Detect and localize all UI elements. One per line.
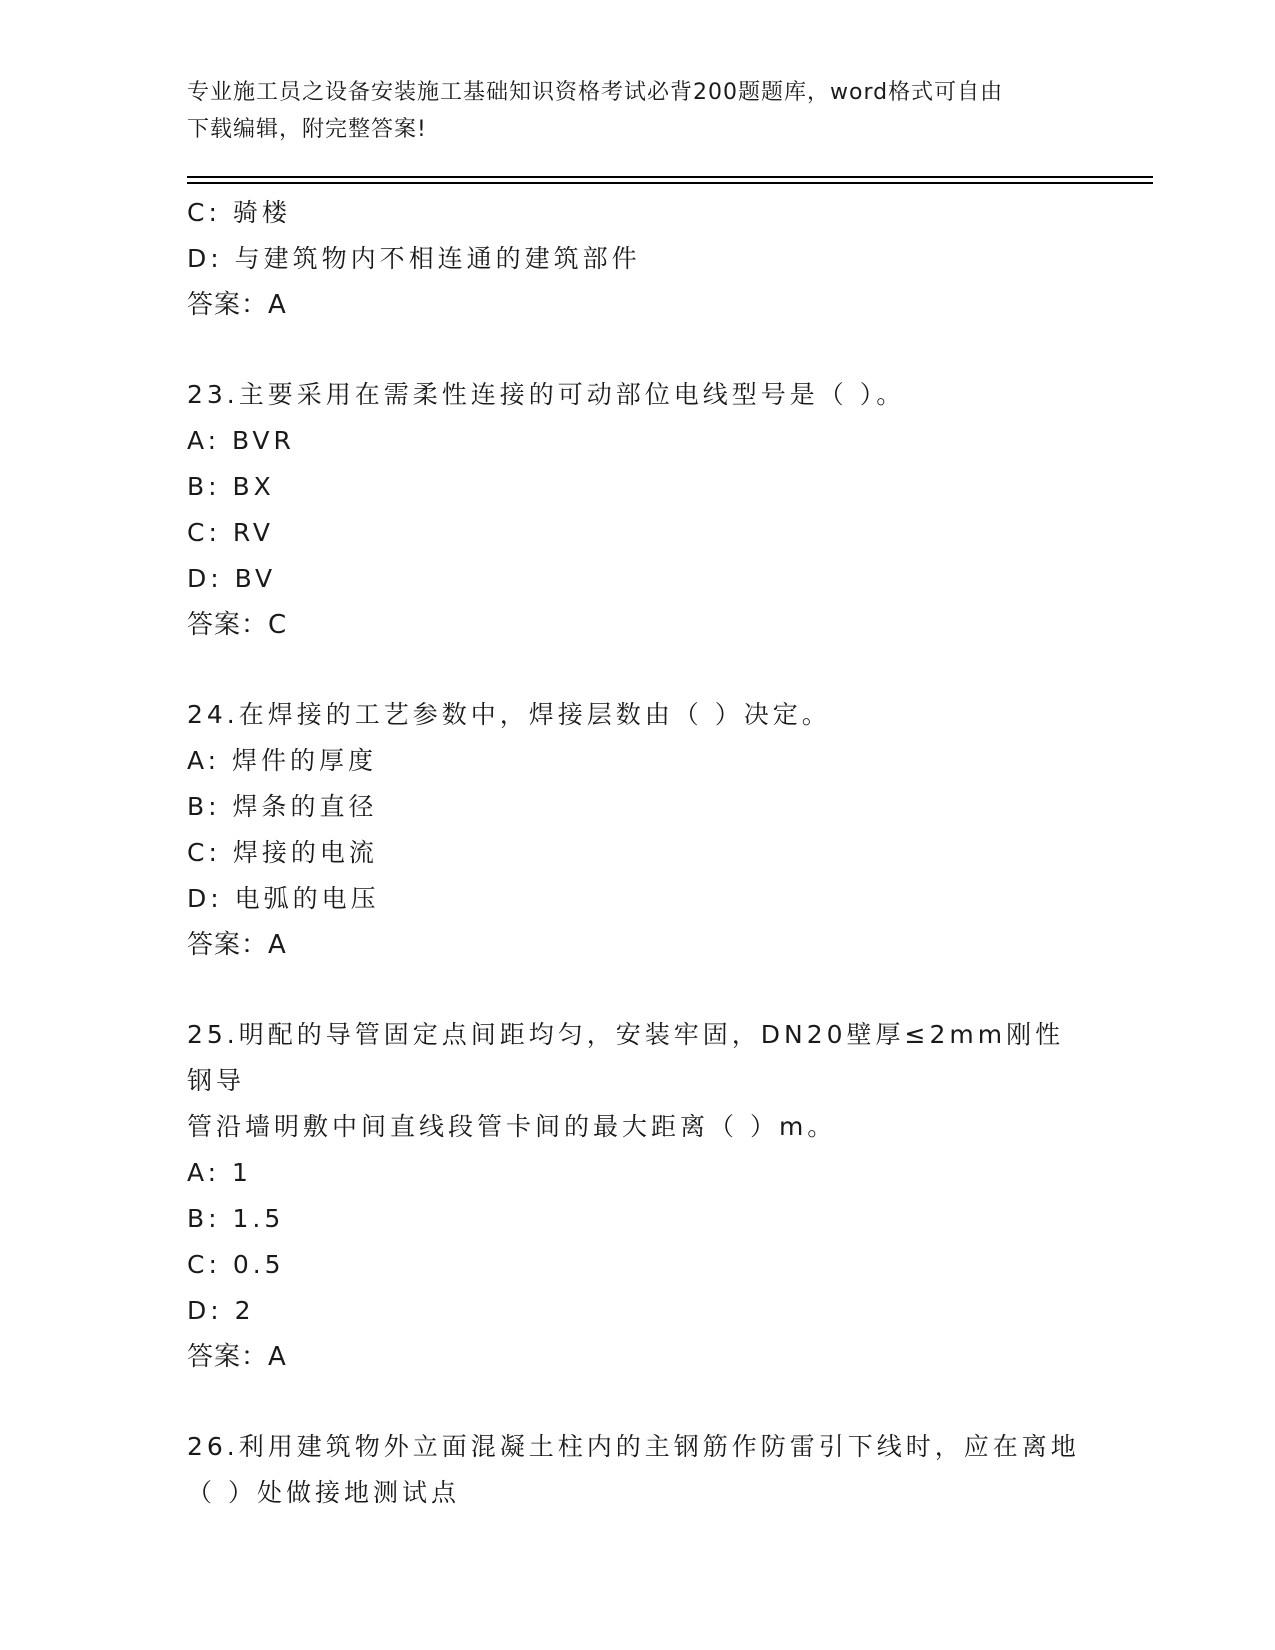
question-stem-line-2: 管沿墙明敷中间直线段管卡间的最大距离（ ）m。 — [187, 1112, 837, 1141]
option-b: B: BX — [187, 472, 275, 501]
document-header — [187, 74, 1087, 148]
question-stem: 24.在焊接的工艺参数中，焊接层数由（ ）决定。 — [187, 700, 831, 729]
option-a: A: 1 — [187, 1158, 252, 1187]
question-stem-line-2: （ ）处做接地测试点 — [187, 1478, 460, 1507]
option-d: D: 与建筑物内不相连通的建筑部件 — [187, 244, 641, 273]
option-a: A: BVR — [187, 426, 295, 455]
question-24 — [187, 692, 1087, 968]
question-26 — [187, 1424, 1087, 1516]
question-stem — [187, 1012, 1087, 1150]
header-line-2: 下载编辑，附完整答案! — [187, 117, 427, 142]
header-divider-bottom — [187, 182, 1153, 184]
option-c: C: 0.5 — [187, 1250, 285, 1279]
option-c: C: 焊接的电流 — [187, 838, 378, 867]
question-stem-line-1: 25.明配的导管固定点间距均匀，安装牢固，DN20壁厚≤2mm刚性钢导 — [187, 1020, 1065, 1095]
answer: 答案：C — [187, 610, 288, 640]
option-b: B: 焊条的直径 — [187, 792, 378, 821]
question-stem — [187, 1424, 1087, 1516]
option-c: C: RV — [187, 518, 274, 547]
document-body — [187, 190, 1087, 1516]
option-b: B: 1.5 — [187, 1204, 285, 1233]
answer: 答案：A — [187, 1342, 287, 1372]
previous-question-tail — [187, 190, 1087, 328]
question-25 — [187, 1012, 1087, 1380]
answer: 答案：A — [187, 930, 287, 960]
question-stem: 23.主要采用在需柔性连接的可动部位电线型号是（ ）。 — [187, 380, 906, 409]
question-stem-line-1: 26.利用建筑物外立面混凝土柱内的主钢筋作防雷引下线时，应在离地 — [187, 1432, 1080, 1461]
option-d: D: 2 — [187, 1296, 255, 1325]
answer: 答案：A — [187, 290, 287, 320]
header-line-1: 专业施工员之设备安装施工基础知识资格考试必背200题题库，word格式可自由 — [187, 80, 1004, 105]
option-d: D: 电弧的电压 — [187, 884, 380, 913]
question-23 — [187, 372, 1087, 648]
header-divider-top — [187, 176, 1153, 178]
option-d: D: BV — [187, 564, 277, 593]
option-a: A: 焊件的厚度 — [187, 746, 378, 775]
option-c: C: 骑楼 — [187, 198, 291, 227]
